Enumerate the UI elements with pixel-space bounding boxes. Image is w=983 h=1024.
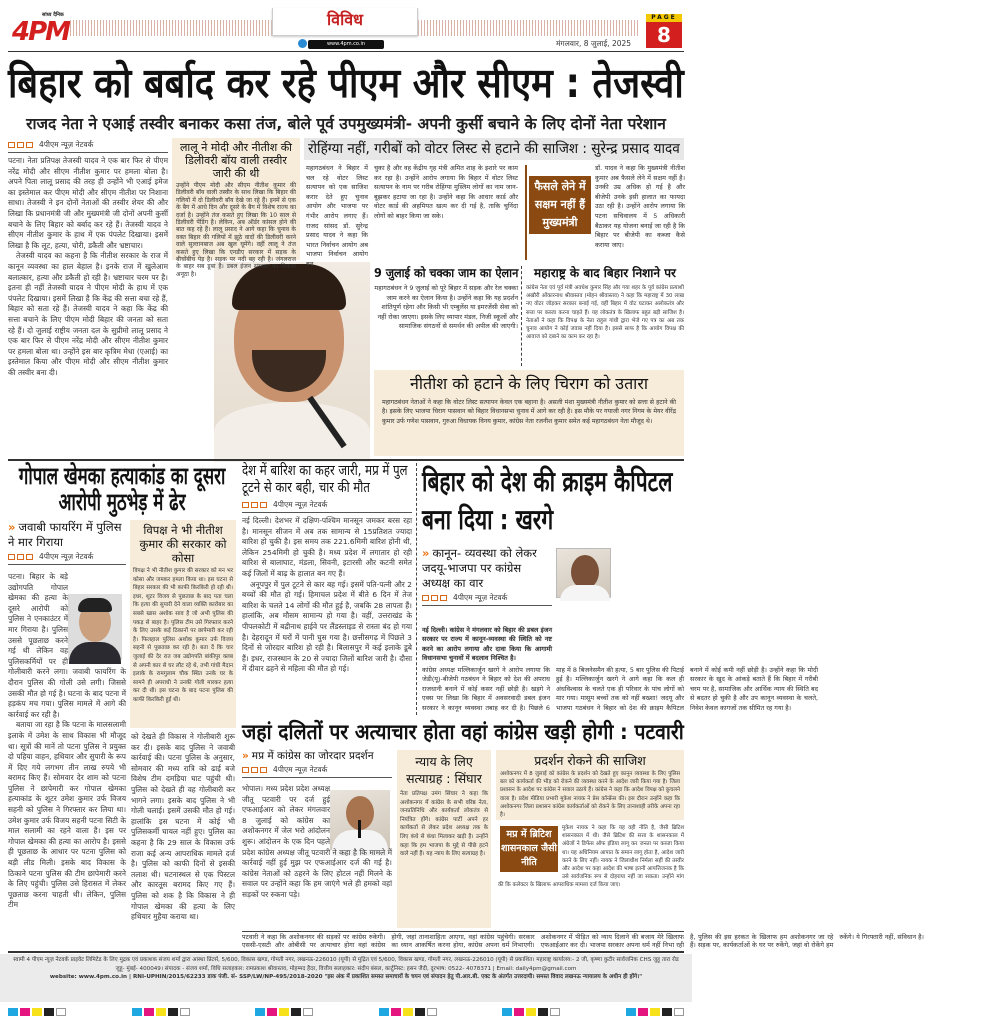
byline: 4पीएम न्यूज़ नेटवर्क <box>8 552 126 565</box>
byline: 4पीएम न्यूज़ नेटवर्क <box>422 593 552 606</box>
globe-icon <box>298 39 307 48</box>
color-swatch-group <box>502 1008 560 1016</box>
divider <box>8 51 684 52</box>
lalu-box: लालू ने मोदी और नीतीश की डिलीवरी बॉय वाली तस्वीर जारी की थी उन्होंने पीएम मोदी और सीएम नीतीश कुमार की डिलीवरी बॉय वाली तस्वीर के साथ लिखा कि बिहार की गलियों में दो डिलीवरी बॉय देखे जा रहे हैं। इनमें से एक के बैग में आधे दिन और दूसरे के बैग में विशेष राज्य का दर्जा है। उन्होंने तंज कसते हुए लिखा कि 10 साल से डिलीवरी पेंडिंग है। लेकिन, अब ऑर्डर कांसल होने की बात कह रहे हैं। लालू प्रसाद ने आगे कहा कि चुनाव के वक्त बिहार की गलियों में झूठे वादों की डिलीवरी करने वाले सुल्तानबाज अब खुल घूमेंगे। वहीं लालू ने तंज कसते हुए लिखा कि एनडीए सरकार में सड़क के बीचोंबीच पेड़ है। सड़क पर नदी बह रही है। जंगलराज के बाहर सब डूबा है। डबल इंजन सरकार का विकास अनूठा है। <box>172 138 300 260</box>
khemka-article: » जवाबी फायरिंग में पुलिस ने मार गिराया 4पीएम न्यूज़ नेटवर्क <box>8 520 126 568</box>
chirag-box: नीतीश को हटाने के लिए चिराग को उतारा महागठबंधन नेताओं ने कहा कि वोटर लिस्ट सत्यापन केवल एक बहाना है। असली मंशा मुख्यमंत्री नीतीश कुमार को सत्ता से हटाने की है। इसके लिए भाजपा चिराग पासवान को बिहार विधानसभा चुनाव में आगे कर रही है। इस मौके पर गयाजी नगर निगम के मेयर वीरेंद्र कुमार उर्फ गणेश पासवान, गुरुआ विधायक विनय कुमार, कांग्रेस नेता रजनीश कुमार समेत कई महागठबंधन नेता मौजूद थे। <box>374 370 684 456</box>
vipaksh-box: विपक्ष ने भी नीतीश कुमार की सरकार को कोसा विपक्ष ने भी नीतीश कुमार की सरकार को मन भर कोसा और जमकर हमला किया था। इस घटना से बिहार सरकार की भी काफी किरकिरी हो रही थी। इधर, शूटर विजय से पूछताछ के बाद पता चला कि हत्या की सुपारी देने वाला व्यक्ति कारोबार का सबसे खास अशोक साव है जो अभी पुलिस की पकड़ से बाहर है। पुलिस टीम उसे गिरफ्तार करने के लिए उसके कई ठिकानों पर छापेमारी कर रही है। फिलहाल पुलिस अशोक कुमार उर्फ विजय सहनी से पूछताछ कर रही है। बता दें कि चार जुलाई की देर रात जब उद्योगपति बांकीपुर क्लब से अपनी कार से घर लौट रहे थे, तभी गांधी मैदान इलाके के रामगुलाम चौक स्थित उनके घर के सामने ही अपराधी ने उनकी गोली मारकर हत्या कर दी थी। इस घटना के बाद पटना पुलिस की काफी किरकिरी हुई थी। <box>130 520 236 728</box>
kharge-lead: नई दिल्ली। कांग्रेस ने मंगलवार को बिहार की डबल इंजन सरकार पर राज्य में कानून-व्यवस्था की स्थिति को नष्ट करने का आरोप लगाया और दावा किया कि आगामी विधानसभा चुनावों में बदलाव निश्चित है। <box>422 626 552 663</box>
divider <box>8 459 684 461</box>
divider <box>8 951 684 953</box>
print-color-bars <box>8 1008 684 1016</box>
rohingya-col2: चुका है और वह केंद्रीय गृह मंत्री अमित शाह के इशारे पर काम कर रहा है। उन्होंने आरोप लगाया कि बिहार में वोटर लिस्ट सत्यापन के नाम पर गरीब रोहिंग्या मुस्लिम लोगों का नाम जान-बूझकर हटाया जा रहा है। उन्होंने कहा कि आधार कार्ड और वोटर कार्ड की अहमियत खत्म कर दी गई है, ताकि चुनिंदा लोगों को बाहर किया जा सके। <box>374 164 518 220</box>
color-swatch-group <box>379 1008 437 1016</box>
color-swatch-group <box>8 1008 66 1016</box>
byline: 4पीएम न्यूज़ नेटवर्क <box>242 500 412 513</box>
chevron-icon: » <box>422 546 430 560</box>
patwari-article: » मप्र में कांग्रेस का जोरदार प्रदर्शन 4पीएम न्यूज़ नेटवर्क भोपाल। मध्य प्रदेश प्रदेश अध्यक्ष जीतू पटवारी पर दर्ज हुई एफआईआर को लेकर मंगलवार 8 जुलाई को कांग्रेस का अशोकनगर में जेल भरो आंदोलन शुरू। आंदोलन के एक दिन पहले प्रदेश कांग्रेस अध्यक्ष जीतू पटवारी ने कहा है कि मामले में कार्रवाई नहीं हुई मुझ पर एफआईआर दर्ज की गई है। कांग्रेस नेताओं को ठहरने के लिए होटल नहीं मिलने के सवाल पर उन्होंने कहा कि हम जाएंगे भले ही हमको वहां सड़कों पर रुकना पड़े। <box>242 750 392 899</box>
chevron-icon: » <box>8 520 16 534</box>
khemka-headline: गोपाल खेमका हत्याकांड का दूसरा आरोपी मुठभेड़ में ढेर <box>18 462 226 516</box>
logo: सांध्य दैनिक 4PM <box>12 12 70 47</box>
khemka-body-col2: को देखते ही विकास ने गोलीबारी शुरू कर दी। इसके बाद पुलिस ने जवाबी कार्रवाई की। पटना पुलिस के अनुसार, सोमवार की मध्य रात्रि को ढाई बजे विशेष टीम दमड़िया घाट पहुंची थी। पुलिस को देखते ही वह गोलीबारी कर भागने लगा। इसके बाद पुलिस ने भी गोली चलाई। इसमें उसकी मौत हो गई। हालांकि इस घटना में कोई भी पुलिसकर्मी घायल नहीं हुए। पुलिस का कहना है कि 29 साल के विकास उर्फ राजा कई अन्य आपराधिक मामले दर्ज है। पुलिस को काफी दिनों से इसकी तलाश थी। घटनास्थल से एक पिस्टल और कारतूस बरामद किए गए हैं। पुलिस को शक है कि विकास ने ही गोपाल खेमका की हत्या के लिए हथियार मुहैया कराया था। <box>131 732 235 922</box>
patwari-headline: जहां दलितों पर अत्याचार होता वहां कांग्रेस खड़ी होगी : पटवारी <box>242 720 684 744</box>
decorative-hatch <box>70 20 272 36</box>
rohingya-col3: डॉ. यादव ने कहा कि मुख्यमंत्री नीतीश कुमार अब फैसले लेने में सक्षम नहीं है। उनकी उम्र अधिक हो गई है और बीजेपी उनके इसी हालात का फायदा उठा रही है। उन्होंने आरोप लगाया कि पटना सचिवालय में 5 अधिकारी बैठाकर यह योजना बनाई जा रही है कि बिहार पर बीजेपी का कब्जा कैसे कराया जाए। <box>595 164 685 249</box>
pullquote-box: फैसले लेने में सक्षम नहीं हैं मुख्यमंत्री <box>529 176 591 234</box>
decorative-hatch <box>418 20 638 36</box>
chevron-icon: » <box>242 750 249 762</box>
section-title: विविध <box>327 10 363 29</box>
british-rule-pullquote: मप्र में ब्रिटिश शासनकाल जैसी नीति <box>500 826 558 872</box>
divider <box>242 931 684 932</box>
section-tab <box>272 8 418 36</box>
byline: 4पीएम न्यूज़ नेटवर्क <box>8 140 168 153</box>
page-number-box: PAGE 8 <box>646 14 682 48</box>
issue-date: मंगलवार, 8 जुलाई, 2025 <box>556 39 632 48</box>
khemka-body: पटना। बिहार के बड़े उद्योगपति गोपाल खेमका की हत्या के दूसरे आरोपी को पुलिस ने एनकाउंटर में मार गिराया है। पुलिस उससे पूछताछ करने गई थी लेकिन वह पुलिसकर्मियों पर ही गोलीबारी करने लगा। जवाबी फायरिंग के दौरान पुलिस की गोली उसे लगी। जिससे उसकी मौत हो गई है। घटना के बाद पटना में हड़कंप मच गया। पुलिस मामले में आगे की कार्रवाई कर रही है। बताया जा रहा है कि पटना के मालसलामी इलाके में उमेश के साथ विकास भी मौजूद था। सूत्रों की मानें तो पटना पुलिस ने प्रयुक्त दो पहिया वाहन, हथियार और सुपारी के रूप में दिए गये लगभग तीन लाख रुपये भी बरामद किए हैं। सोमवार देर शाम को पटना पुलिस ने छापेमारी कर गोपाल खेमका हत्याकांड के शूटर उमेश कुमार उर्फ विजय सहनी को पुलिस ने गिरफ्तार कर लिया था। उमेश कुमार उर्फ विजय सहनी पटना सिटी के माल सलामी का रहने वाला है। इस पर गोपाल खेमका की हत्या का आरोप है। इससे ही पूछताछ के आधार पर पटना पुलिस को बड़ी लीड मिली। इसके बाद विकास के ठिकाने पटना पुलिस की टीम छापेमारी करने के लिए पहुंची। पुलिस उसे हिरासत में लेकर पूछताछ करना चाहती थी। लेकिन, पुलिस टीम <box>8 572 126 910</box>
nyay-box: न्याय के लिए सत्याग्रह : सिंघार नेता प्रतिपक्ष उमंग सिंघार ने कहा कि अशोकनगर में कांग्रेस के सभी वरिष्ठ नेता, जनप्रतिनिधि और कार्यकर्ता लोकतंत्र से नियंत्रित होंगे। कांग्रेस पार्टी अपने हर कार्यकर्ता से लेकर प्रदेश अध्यक्ष तक के लिए कंधे से कंधा मिलाकर खड़ी है। उन्होंने कहा कि हम भाजपा के मुद्दे से पीछे हटने वाले नहीं हैं। यह न्याय के लिए सत्याग्रह है। <box>397 750 491 928</box>
patwari-body-cont: पटवारी ने कहा कि अशोकनगर की सड़कों पर कांग्रेस रुकेगी। एससी-एसटी और ओबीसी पर अत्याचार होगा वहां कांग्रेस होगी, जहां तानाशाहिता आएगा, वहां कांग्रेस पहुंचेगी। सरकार का ध्यान आकर्षित करना होगा, कांग्रेस अपना धर्म निभाएगी। अशोकनगर में पीड़ित को न्याय दिलाने की बजाय मेरे खिलाफ एफआईआर कर दी। भाजपा सरकार अपना धर्म नहीं निभा रही है, पुलिस की इस हरकत के खिलाफ हम अशोकनगर जा रहे हैं। सड़क पर, कार्यकर्ताओं के घर पर रुकेंगे, जहां वो रोकेंगे हम रुकेंगे। ये गिरफ्तारी नहीं, संविधान है। <box>242 933 924 949</box>
tejashwi-photo <box>214 262 370 454</box>
color-swatch-group <box>255 1008 313 1016</box>
rain-article: देश में बारिश का कहर जारी, मप्र में पुल टूटने से कार बही, चार की मौत 4पीएम न्यूज़ नेटवर्क नई दिल्ली। देशभर में दक्षिण-पश्चिम मानसून जमकर बरस रहा है। मानसून सीजन में अब तक सामान्य से 15प्रतिशत ज्यादा बारिश हो चुकी है। इस समय तक 221.6मिमी बारिश होनी थी, लेकिन 254मिमी हो चुकी है। मध्य प्रदेश में लगातार हो रही बारिश से बालाघाट, मंडला, सिवनी, इटारसी और कटनी समेत कई जिलों में बाढ़ के हालात बन गए हैं। अनूपपुर में पुल टूटने से कार बह गई। इसमें पति-पत्नी और 2 बच्चों की मौत हो गई। हिमाचल प्रदेश में बीते 6 दिन में तेज बारिश के चलते 14 लोगों की मौत हुई है, जबकि 28 लापता हैं। हालांकि, अब मौसम सामान्य हो गया है। वहीं, उत्तराखंड के पीपलकोटी में बद्रीनाथ हाईवे पर लैंडस्लाइड से रास्ता बंद हो गया है। देहरादून में घरों में पानी घुस गया है। छत्तीसगढ़ में पिछले 3 दिनों से जोरदार बारिश हो रही है। बिलासपुर में कई इलाके डूबे हैं। इधर, राजस्थान के 20 से ज्यादा जिलों बारिश जारी है। दौसा में दीवार ढहने से महिला की मौत हो गई। <box>242 463 412 674</box>
divider <box>521 266 522 366</box>
website-badge[interactable]: www.4pm.co.in <box>308 40 384 49</box>
chakka-jam-article: 9 जुलाई को चक्का जाम का ऐलान महागठबंधन ने 9 जुलाई को पूरे बिहार में सड़क और रेल चक्का जाम करने का ऐलान किया है। उन्होंने कहा कि यह प्रदर्शन शांतिपूर्ण रहेगा और किसी भी एम्बुलेंस या इमरजेंसी सेवा को नहीं रोका जाएगा। इसके लिए व्यापार मंडल, निजी स्कूलों और सामाजिक संगठनों से समर्थन की अपील की जाएगी। <box>374 266 519 331</box>
divider <box>525 165 527 260</box>
rohingya-headline-bar: रोहिंग्या नहीं, गरीबों को वोटर लिस्ट से हटाने की साजिश : सुरेन्द्र प्रसाद यादव <box>304 138 684 160</box>
byline: 4पीएम न्यूज़ नेटवर्क <box>242 765 392 778</box>
kharge-photo <box>556 548 611 598</box>
kharge-subhead-block: » कानून- व्यवस्था को लेकर जदयू-भाजपा पर कांग्रेस अध्यक्ष का वार 4पीएम न्यूज़ नेटवर्क <box>422 546 552 609</box>
lead-article: 4पीएम न्यूज़ नेटवर्क पटना। नेता प्रतिपक्ष तेजस्वी यादव ने एक बार फिर से पीएम नरेंद्र मोदी और सीएम नीतीश कुमार पर हमला बोला है। अपने पिता लालू प्रसाद की तरह ही उन्होंने भी एआई इमेज का इस्तेमाल कर पीएम मोदी और सीएम नीतीश पर निशाना साधा। तेजस्वी ने इन दोनों नेताओं की तस्वीर शेयर की और लिखा कि प्रधानमंत्री जी और मुख्यमंत्री जी दोनों अपनी कुर्सी बचाने के लिए बिहार को बर्बाद कर रहे हैं। तेजस्वी यादव ने सीएम नीतीश कुमार के हाथ में एक पंपलेट दिखाया। इसमें लिखा है कि लूट, हत्या, चोरी, डकैती और भ्रष्टाचार। तेजस्वी यादव का कहना है कि नीतीश सरकार के राज में कानून व्यवस्था का हाल बेहाल है। इनके राज में खुलेआम बलात्कार, हत्या और डकैती हो रही है। भ्रष्टाचार चरम पर है। इतना ही नहीं तेजस्वी यादव ने पीएम मोदी के हाथ में एक पंपलेट दिखाया। इसमें लिखा है कि केंद्र की सत्ता बचा रहे हैं, बिहार को सता रहे हैं। तेजस्वी यादव ने कहा कि केंद्र की सत्ता बचाने के लिए पीएम मोदी बिहार की जनता को सता रहे हैं। दो जुलाई राष्ट्रीय जनता दल के सुप्रीमो लालू प्रसाद ने एक बार फिर से पीएम नरेंद्र मोदी और सीएम नीतीश कुमार पर हमला बोला था। उन्होंने इस बार कृत्रिम मेधा (एआई) का इस्तेमाल किया और पीएम मोदी और सीएम नीतीश कुमार की तस्वीर बना दी। <box>8 140 168 377</box>
sazish-body2: मुकेश नायक ने कहा कि यह वही नीति है, जैसी ब्रिटिश शासनकाल में थी। जैसे ब्रिटिश की सत्ता के शासनकाल में अंग्रेजों ने डिफेंस ऑफ इंडिया लागू कर जनता पर कब्जा किया था। यह अधिनियम आपात के समान लागू होता है, आदेश जारी करने के लिए नहीं। नायक ने जिलाधीश निर्मला सहीं की तस्वीर और आदेश पर कहा आदेश की भाषा इतनी आपत्तिजनक है कि उसे सार्वजनिक रूप से दोहराया नहीं जा सकता। उन्होंने मांग की कि कलेक्टर के खिलाफ आपराधिक मामला दर्ज किया जाए। <box>498 825 684 889</box>
sazish-box: प्रदर्शन रोकने की साजिश अशोकनगर में 8 जुलाई को कांग्रेस के प्रदर्शन को देखते हुए कानून व्यवस्था के लिए पुलिस बल को कार्यकर्ता की भीड़ को रोकने की व्यवस्था करने के आदेश जारी किया गया है। जिला प्रशासन के आदेश पर कांग्रेस ने सवाल उठाये हैं। कांग्रेस ने कहा कि आदेश विपक्ष को कुचलने वाला है। प्रदेश मीडिया प्रभारी मुकेश नायक ने प्रेस कॉन्फ्रेंस की। इस दौरान उन्होंने कहा कि अशोकनगर जिला प्रशासन कांग्रेस कार्यकर्ताओं को रोकने के लिए तानाशाही तरीके अपना रहा है। <box>496 750 684 820</box>
kharge-body: कांग्रेस अध्यक्ष मल्लिकार्जुन खरगे ने आरोप लगाया कि जेडी(यू)-बीजेपी गठबंधन ने बिहार को देश की अपराध राजधानी बनाने में कोई कसर नहीं छोड़ी है। खड़गे ने एक्स पर लिखा कि बिहार में अवसरवादी डबल इंजन सरकार ने कानून व्यवस्था तबाह कर दी है। पिछले 6 माह में 8 बिजनेसमैन की हत्या, 5 बार पुलिस की पिटाई हुई है। मल्लिकार्जुन खरगे ने आगे कहा कि कल ही अंधविश्वास के चलते एक ही परिवार के पांच लोगों को मार गया। मासूम बच्चों तक को नहीं बख्शा! जदयू और भाजपा गठबंधन ने बिहार को देश की क्राइम कैपिटल बनाने में कोई कमी नहीं छोड़ी है। उन्होंने कहा कि मोदी सरकार के खुद के आंकड़े बताते हैं कि बिहार में गरीबी चरम पर है, सामाजिक और आर्थिक न्याय की स्थिति बद से बदतर हो चुकी है और उप कानून व्यवस्था के चलते, निवेश केवल कागजों तक सीमित रह गया है। <box>422 666 818 712</box>
footer-imprint: स्वामी 4 पीएम न्यूज़ नेटवर्क प्राइवेट लिमिटेड के लिए मुद्रक एवं प्रकाशक संजय शर्मा द्वारा आस्था प्रिंटर्स, 5/600, विकास खण्ड, गोमती नगर, लखनऊ-226010 (यूपी) से मुद्रित एवं 5/600, विकास खण्ड, गोमती नगर, लखनऊ-226010 (यूपी) से प्रकाशित। महाराष्ट्र कार्यालय:- 2 जी, कृष्णा कुटीर सार्वजनिक CHS जुहू तारा रोड जुहू- मुंबई- 400049। संपादक - संजय शर्मा, विधि सलाहकार: रामप्रकाश श्रीवास्तव, मोहम्मद हैदर, वित्तीय सलाहकार: संदीप बंसल, कार्टूनिस्ट: हसन जैदी, दूरभाष: 0522- 4078371 | Email: daily4pm@gmail.com website: www.4pm.co.in | RNI-UPHIN/2015/62233 डाक पंजी. सं- SSP/LW/NP-495/2018-2020 "इस अंक में प्रकाशित समस्त समाचारों के चयन एवं संपादन हेतु पी.आर.बी. एक्ट के अंतर्गत उत्तरदायी। समस्त विवाद लखनऊ न्यायालय के अधीन ही होंगे।" <box>0 954 692 1002</box>
divider <box>416 463 417 715</box>
color-swatch-group <box>626 1008 684 1016</box>
lead-subhead: राजद नेता ने एआई तस्वीर बनाकर कसा तंज, बोले पूर्व उपमुख्यमंत्री- अपनी कुर्सी बचाने के लिए दोनों नेता परेशान <box>26 115 666 133</box>
color-swatch-group <box>132 1008 190 1016</box>
rohingya-col1: महागठबंधन ने बिहार में चल रहे वोटर लिस्ट सत्यापन को एक साजिश करार देते हुए चुनाव आयोग और भाजपा पर गंभीर आरोप लगाए हैं। राजद सांसद डॉ. सुरेन्द्र प्रसाद यादव ने कहा कि भारत निर्वाचन आयोग अब भाजपा निर्वाचन आयोग बन <box>306 164 368 268</box>
lalu-box-headline: लालू ने मोदी और नीतीश की डिलीवरी बॉय वाली तस्वीर जारी की थी <box>179 141 293 180</box>
maharashtra-article: महाराष्ट्र के बाद बिहार निशाने पर कांग्रेस नेता एवं पूर्व मंत्री अवधेश कुमार सिंह और गया शहर के पूर्व कांग्रेस प्रत्याशी अखौरी ओंकारनाथ श्रीवास्तव (मोहन श्रीवास्तव) ने कहा कि महाराष्ट्र में 30 लाख नए वोटर जोड़कर सरकार बनाई गई, वहीं बिहार में वोट घटाकर अलोकतंत्र और सत्ता पर कब्जा करना चाहते हैं। यह लोकतंत्र के खिलाफ बहुत बड़ी साजिश है। नेताओं ने कहा कि विपक्ष के नेता राहुल गांधी द्वारा भेजे गए पत्र का अब तक चुनाव आयोग ने कोई जवाब नहीं दिया है। इससे साफ है कि आयोग विपक्ष की आवाज को दबाने का काम कर रहा है। <box>526 266 684 341</box>
kharge-headline: बिहार को देश की क्राइम कैपिटल बना दिया : खरगे <box>422 465 673 536</box>
lead-headline: बिहार को बर्बाद कर रहे पीएम और सीएम : तेजस्वी <box>8 59 684 107</box>
masthead <box>0 0 692 52</box>
